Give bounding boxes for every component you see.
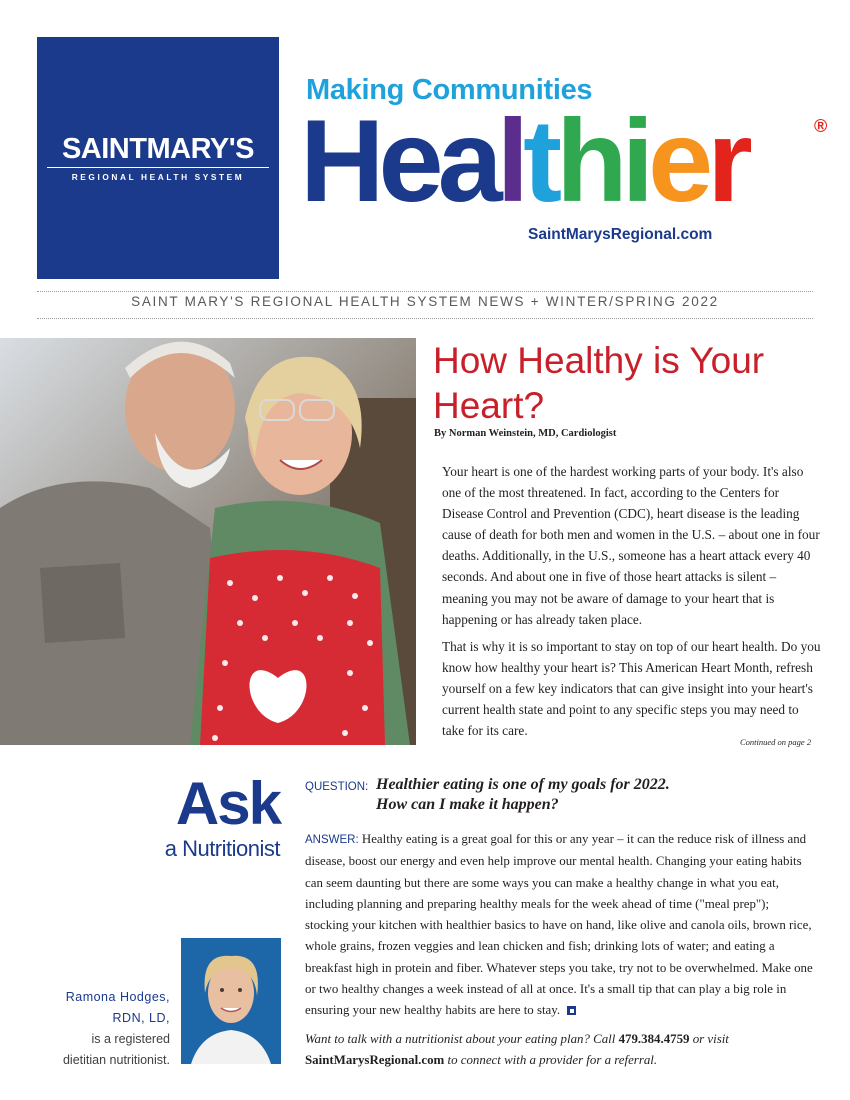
article-byline: By Norman Weinstein, MD, Cardiologist xyxy=(434,428,617,439)
cta-text: or visit xyxy=(692,1032,729,1046)
cta-website-link[interactable]: SaintMarysRegional.com xyxy=(305,1053,445,1068)
couple-photo xyxy=(0,338,416,745)
website-link[interactable]: SaintMarysRegional.com xyxy=(528,226,713,243)
title-letter: t xyxy=(523,95,557,226)
phone-link[interactable]: 479.384.4759 xyxy=(618,1032,690,1046)
cta-text: to connect with a provider for a referral. xyxy=(447,1053,658,1068)
title-letter: H xyxy=(300,95,379,226)
title-letter: a xyxy=(437,95,497,226)
article-paragraph: That is why it is so important to stay on top of our heart health. Do you know how healthy your heart is? This American Heart Month, refresh yourself on a few key indicators that can give insight into your heart's current health state and point to any specific steps you may need to take for its care. xyxy=(442,638,821,739)
continued-link[interactable]: Continued on page 2 xyxy=(740,737,812,747)
bio-line: is a registered xyxy=(91,1032,170,1046)
nutritionist-credentials: RDN, LD, xyxy=(112,1011,170,1025)
cta-text: Want to talk with a nutritionist about your eating plan? Call xyxy=(305,1032,616,1046)
logo-subtitle: REGIONAL HEALTH SYSTEM xyxy=(71,172,245,182)
answer-text: Healthy eating is a great goal for this or any year – it can the reduce risk of illness and disease, boost our energy and even help improve our mental health. Changing your eating habits can seem daunting but there are some ways you can make a healthy change in what you eat, including planning and preparing healthy meals for the week ahead of time ("meal prep"); stocking your kitchen with healthier basics to have on hand, like olive and canola oils, brown rice, whole grains, frozen veggies and lean chicken and fish; drinking lots of water; and eating a breakfast high in protein and fiber. Whatever steps you take, try not to be overwhelmed. Make one or two healthy changes a week instead of all at once. It's a small tip that can play a big role in ensuring your new healthy habits are here to stay. xyxy=(305,832,813,1018)
registered-mark: ® xyxy=(814,116,828,136)
masthead-tagline: Making Communities xyxy=(306,74,593,106)
masthead-title xyxy=(300,95,747,226)
section-heading-ask: Ask xyxy=(175,770,280,837)
nutritionist-photo xyxy=(181,938,281,1064)
section-heading-sub: a Nutritionist xyxy=(164,836,280,861)
nutritionist-bio xyxy=(20,987,170,1071)
title-letter: r xyxy=(707,95,747,226)
answer-block xyxy=(305,829,815,1022)
article-paragraph: Your heart is one of the hardest working parts of your body. It's also one of the most threatened. In fact, according to the Centers for Disease Control and Prevention (CDC), heart disease is the leading cause of death for both men and women in the U.S. – about one in four deaths. Additionally, in the U.S., someone has a heart attack every 40 seconds. And about one in five of those heart attacks is silent – meaning you may not be aware of damage to your heart that is happening or has already taken place. xyxy=(442,464,820,627)
title-letter: e xyxy=(648,95,708,226)
title-letter: i xyxy=(621,95,649,226)
article-body xyxy=(442,461,822,747)
call-to-action xyxy=(305,1029,825,1072)
bottom-divider xyxy=(37,318,813,319)
title-letter: h xyxy=(556,95,622,226)
bio-line: dietitian nutritionist. xyxy=(62,1053,170,1067)
question-label: QUESTION: xyxy=(305,781,369,793)
answer-label: ANSWER: xyxy=(305,834,359,846)
question-line: How can I make it happen? xyxy=(376,796,559,813)
title-letter: l xyxy=(496,95,524,226)
issue-line: SAINT MARY'S REGIONAL HEALTH SYSTEM NEWS + WINTER/SPRING 2022 xyxy=(131,294,719,309)
question-text xyxy=(376,775,756,815)
logo[interactable] xyxy=(37,37,279,279)
title-letter: e xyxy=(378,95,438,226)
top-divider xyxy=(37,291,813,292)
article-title: How Healthy is Your Heart? xyxy=(433,340,765,426)
logo-divider xyxy=(47,167,269,168)
end-mark-icon xyxy=(567,1006,576,1015)
nutritionist-name: Ramona Hodges, xyxy=(65,990,170,1004)
logo-name: SAINTMARY'S xyxy=(61,133,255,165)
question-line: Healthier eating is one of my goals for 2022. xyxy=(376,776,670,793)
